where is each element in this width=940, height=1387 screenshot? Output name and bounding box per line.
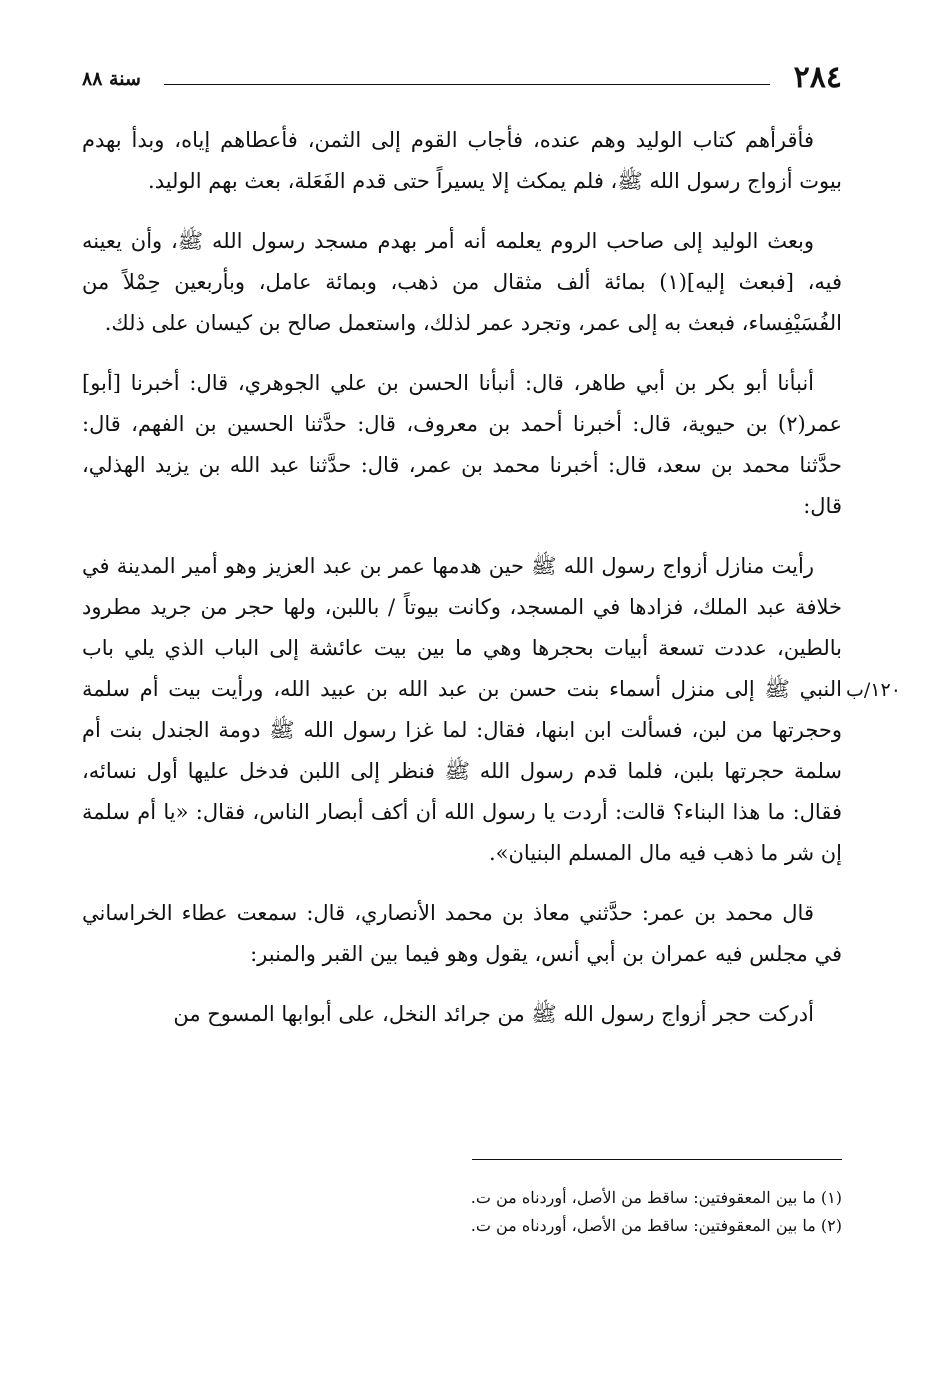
footnote-2: (٢) ما بين المعقوفتين: ساقط من الأصل، أوردناه من ت. (470, 1216, 842, 1235)
paragraph-4: رأيت منازل أزواج رسول الله ﷺ حين هدمها عمر بن عبد العزيز وهو أمير المدينة في خلافة عبد الملك، فزادها في المسجد، وكانت بيوتاً / باللبن، ولها حجر من جريد مطرود بالطين، عددت تسعة أبيات بحجرها وهي ما بين بيت عائشة إلى الباب الذي يلي باب النبي ﷺ إلى منزل أسماء بنت حسن بن عبد الله بن عبيد الله، ورأيت بيت أم سلمة وحجرتها من لبن، فسألت ابن ابنها، فقال: لما غزا رسول الله ﷺ دومة الجندل بنت أم سلمة حجرتها بلبن، فلما قدم رسول الله ﷺ فنظر إلى اللبن فدخل عليها أول نسائه، فقال: ما هذا البناء؟ قالت: أردت يا رسول الله أن أكف أبصار الناس، فقال: «يا أم سلمة إن شر ما ذهب فيه مال المسلم البنيان». (82, 554, 842, 865)
footnote-rule (472, 1159, 842, 1160)
year-label: سنة ٨٨ (82, 68, 141, 90)
manuscript-folio-note: ١٢٠/ب (846, 679, 901, 701)
paragraph-3: أنبأنا أبو بكر بن أبي طاهر، قال: أنبأنا الحسن بن علي الجوهري، قال: أخبرنا [أبو] عمر(٢) بن حيوية، قال: أخبرنا أحمد بن معروف، قال: حدَّثنا الحسين بن الفهم، قال: حدَّثنا محمد بن سعد، قال: أخبرنا محمد بن عمر، قال: حدَّثنا عبد الله بن يزيد الهذلي، قال: (82, 371, 842, 518)
header-rule (164, 84, 770, 85)
main-text (82, 120, 842, 1054)
paragraph-2: وبعث الوليد إلى صاحب الروم يعلمه أنه أمر بهدم مسجد رسول الله ﷺ، وأن يعينه فيه، [فبعث إليه](١) بمائة ألف مثقال من ذهب، وبمائة عامل، وبأربعين حِمْلاً من الفُسَيْفِساء، فبعث به إلى عمر، وتجرد عمر لذلك، واستعمل صالح بن كيسان على ذلك. (82, 229, 842, 335)
paragraph-5: قال محمد بن عمر: حدَّثني معاذ بن محمد الأنصاري، قال: سمعت عطاء الخراساني في مجلس فيه عمران بن أبي أنس، يقول وهو فيما بين القبر والمنبر: (82, 901, 842, 966)
paragraph-6: أدركت حجر أزواج رسول الله ﷺ من جرائد النخل، على أبوابها المسوح من (173, 1002, 814, 1026)
page-number: ٢٨٤ (793, 60, 842, 95)
footnote-1: (١) ما بين المعقوفتين: ساقط من الأصل، أوردناه من ت. (470, 1188, 842, 1207)
footnotes (82, 1184, 842, 1240)
paragraph-1: فأقرأهم كتاب الوليد وهم عنده، فأجاب القوم إلى الثمن، فأعطاهم إياه، وبدأ بهدم بيوت أزواج رسول الله ﷺ، فلم يمكث إلا يسيراً حتى قدم الفَعَلة، بعث بهم الوليد. (82, 128, 842, 193)
page-header (82, 60, 842, 96)
